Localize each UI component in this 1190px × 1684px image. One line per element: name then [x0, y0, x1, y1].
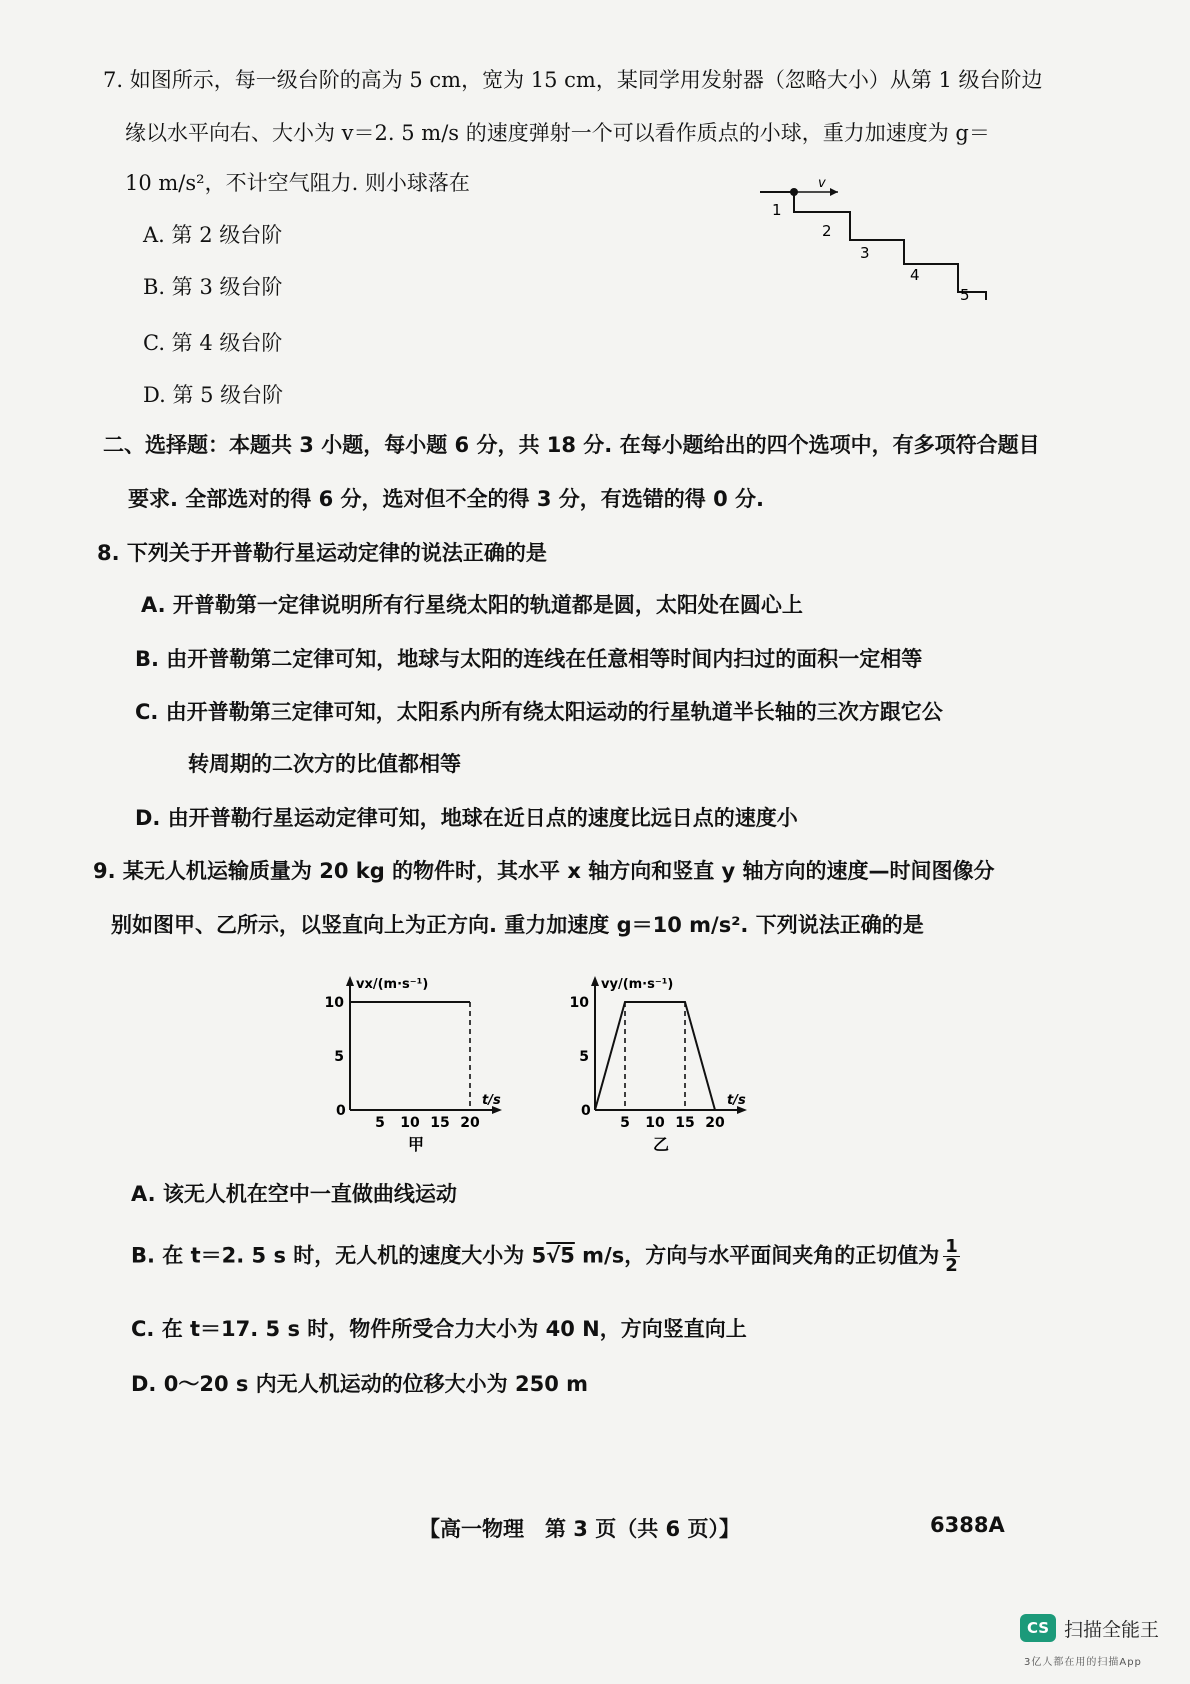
x-tick-label: 10	[400, 1115, 420, 1131]
velocity-label: v	[818, 176, 826, 191]
q7-option-d: D. 第 5 级台阶	[143, 383, 284, 407]
y-axis-arrow	[346, 976, 354, 986]
q9-option-a: A. 该无人机在空中一直做曲线运动	[131, 1182, 457, 1206]
series-line	[595, 1002, 715, 1110]
q7-stem-line2: 缘以水平向右、大小为 v＝2. 5 m/s 的速度弹射一个可以看作质点的小球，重力加速度为 g＝	[125, 121, 990, 145]
q7-option-c: C. 第 4 级台阶	[143, 331, 283, 355]
q9-option-c: C. 在 t＝17. 5 s 时，物件所受合力大小为 40 N，方向竖直向上	[131, 1317, 747, 1341]
q9-option-b	[131, 1238, 960, 1275]
q8-option-b: B. 由开普勒第二定律可知，地球与太阳的连线在任意相等时间内扫过的面积一定相等	[135, 647, 923, 671]
y-tick-label: 10	[324, 995, 344, 1011]
fraction-one-half	[943, 1238, 960, 1275]
x-axis-label: t/s	[727, 1093, 746, 1108]
step-label-4: 4	[910, 266, 920, 284]
section2-instructions-line1: 二、选择题：本题共 3 小题，每小题 6 分，共 18 分. 在每小题给出的四个选项中，有多项符合题目	[103, 433, 1040, 457]
step-label-1: 1	[772, 201, 782, 219]
q9-stem-line2: 别如图甲、乙所示，以竖直向上为正方向. 重力加速度 g＝10 m/s². 下列说法正确的是	[111, 913, 924, 937]
y-tick-label: 10	[569, 995, 589, 1011]
origin-label: 0	[336, 1103, 346, 1119]
brand-slogan: 3亿人都在用的扫描App	[1024, 1657, 1142, 1668]
origin-label: 0	[581, 1103, 591, 1119]
scanner-brand	[1020, 1614, 1159, 1642]
step-label-2: 2	[822, 222, 832, 240]
q9-stem-line1: 9. 某无人机运输质量为 20 kg 的物件时，其水平 x 轴方向和竖直 y 轴方向的速度—时间图像分	[93, 859, 995, 883]
q7-option-a: A. 第 2 级台阶	[143, 223, 283, 247]
q7-stem-line3: 10 m/s²，不计空气阻力. 则小球落在	[125, 171, 470, 195]
chart-jia	[300, 968, 520, 1158]
q9-option-d: D. 0～20 s 内无人机运动的位移大小为 250 m	[131, 1372, 589, 1396]
fraction-denominator: 2	[945, 1255, 958, 1276]
brand-name: 扫描全能王	[1064, 1618, 1160, 1641]
y-tick-label: 5	[334, 1049, 344, 1065]
x-axis-label: t/s	[482, 1093, 501, 1108]
q8-stem: 8. 下列关于开普勒行星运动定律的说法正确的是	[97, 541, 547, 565]
x-tick-label: 15	[675, 1115, 695, 1131]
section2-instructions-line2: 要求. 全部选对的得 6 分，选对但不全的得 3 分，有选错的得 0 分.	[128, 487, 764, 511]
y-axis-label: vy/(m·s⁻¹)	[601, 977, 674, 992]
step-label-5: 5	[960, 286, 970, 304]
q7-option-b: B. 第 3 级台阶	[143, 275, 283, 299]
q8-option-c-line2: 转周期的二次方的比值都相等	[188, 752, 461, 776]
chart-title: 甲	[407, 1135, 425, 1154]
y-axis-label: vx/(m·s⁻¹)	[356, 977, 429, 992]
q8-option-d: D. 由开普勒行星运动定律可知，地球在近日点的速度比远日点的速度小	[135, 806, 798, 830]
fraction-numerator: 1	[945, 1236, 958, 1257]
chart-yi	[545, 968, 765, 1158]
y-axis-arrow	[591, 976, 599, 986]
q8-option-c-line1: C. 由开普勒第三定律可知，太阳系内所有绕太阳运动的行星轨道半长轴的三次方跟它公	[135, 700, 943, 724]
x-tick-label: 5	[620, 1115, 630, 1131]
q8-option-a: A. 开普勒第一定律说明所有行星绕太阳的轨道都是圆，太阳处在圆心上	[141, 593, 803, 617]
x-tick-label: 20	[705, 1115, 725, 1131]
x-tick-label: 15	[430, 1115, 450, 1131]
q7-stem-line1: 7. 如图所示，每一级台阶的高为 5 cm，宽为 15 cm，某同学用发射器（忽略大小）从第 1 级台阶边	[103, 68, 1043, 92]
staircase-figure	[760, 170, 990, 310]
x-tick-label: 5	[375, 1115, 385, 1131]
x-tick-label: 20	[460, 1115, 480, 1131]
sqrt-five: √5	[546, 1243, 575, 1268]
y-tick-label: 5	[579, 1049, 589, 1065]
q9-option-b-text: B. 在 t＝2. 5 s 时，无人机的速度大小为 5	[131, 1243, 547, 1268]
paper-code: 6388A	[930, 1513, 1005, 1537]
page-footer: 【高一物理 第 3 页（共 6 页）】	[419, 1517, 740, 1541]
q9-option-b-text2: m/s，方向与水平面间夹角的正切值为	[574, 1243, 940, 1268]
x-tick-label: 10	[645, 1115, 665, 1131]
step-label-3: 3	[860, 244, 870, 262]
cs-logo-icon: CS	[1020, 1614, 1056, 1642]
chart-title: 乙	[652, 1135, 670, 1154]
